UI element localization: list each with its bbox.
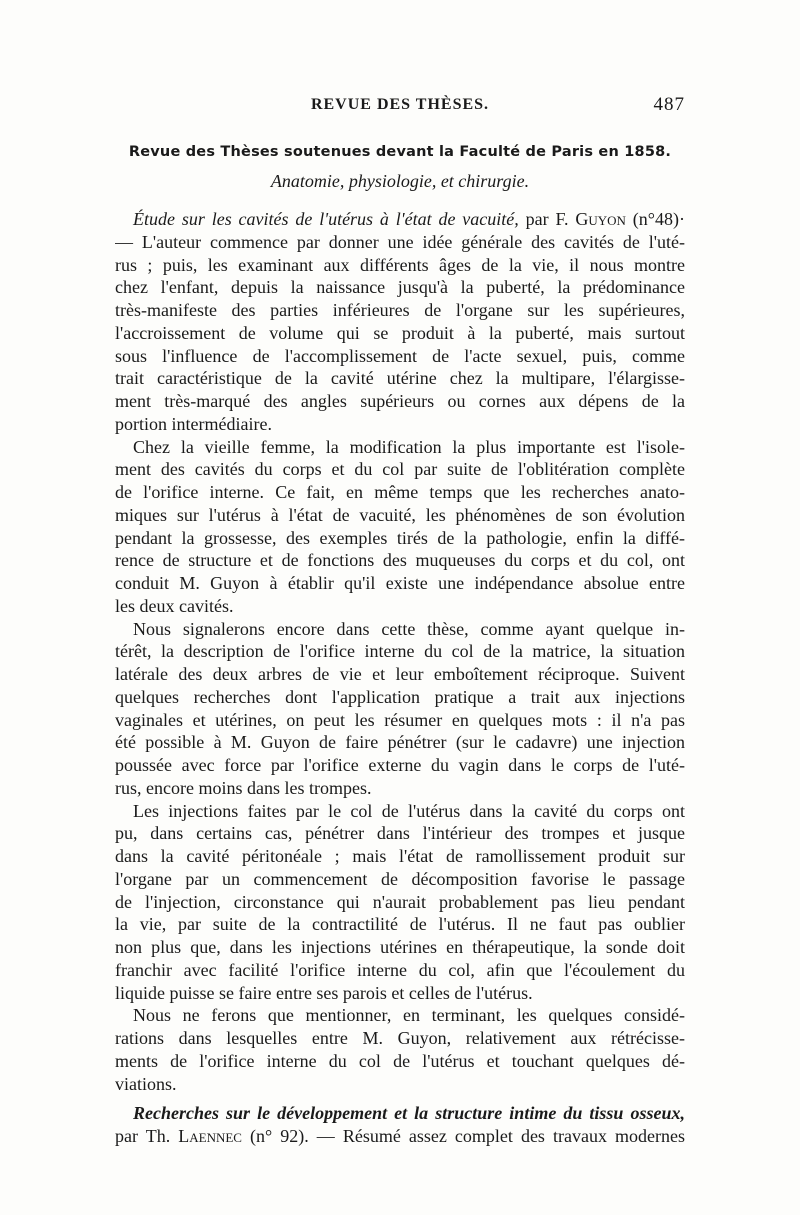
text-line: rus, encore moins dans les trompes. <box>115 777 372 798</box>
running-head <box>115 96 685 120</box>
text-line: sous l'influence de l'accomplissement de l'acte sexuel, puis, comme <box>115 345 685 366</box>
text-line: térêt, la description de l'orifice interne du col de la matrice, la situation <box>115 641 685 662</box>
next-entry-title <box>115 1102 685 1125</box>
next-entry <box>115 1102 685 1148</box>
text-line: liquide puisse se faire entre ses parois et celles de l'utérus. <box>115 982 533 1003</box>
text-line: très-manifeste des parties inférieures de l'organe sur les supérieures, <box>115 300 685 320</box>
text-line: miques sur l'utérus à l'état de vacuité, les phénomènes de son évolution <box>115 504 685 525</box>
text-line: conduit M. Guyon à établir qu'il existe une indépendance absolue entre <box>115 573 685 593</box>
text-line: ment très-marqué des angles supérieurs ou cornes aux dépens de la <box>115 391 685 411</box>
text-line: portion intermédiaire. <box>115 413 272 434</box>
text-line: pu, dans certains cas, pénétrer dans l'intérieur des trompes et jusque <box>115 823 685 844</box>
text-line: Nous signalerons encore dans cette thèse, comme ayant quelque in- <box>133 618 685 639</box>
text-line: la vie, par suite de la contractilité de l'utérus. Il ne faut pas oublier <box>115 914 685 935</box>
next-entry-title-text: Recherches sur le développement et la structure intime du tissu osseux, <box>133 1103 685 1123</box>
text-line: dans la cavité péritonéale ; mais l'état de ramollissement produit sur <box>115 846 685 866</box>
text-line: franchir avec facilité l'orifice interne du col, afin que l'écoulement du <box>115 959 685 980</box>
text-line: — L'auteur commence par donner une idée générale des cavités de l'uté- <box>115 231 685 252</box>
next-entry-rest: (n° 92). — Résumé assez complet des travaux modernes <box>241 1125 685 1146</box>
running-title: REVUE DES THÈSES. <box>310 96 490 113</box>
text-line: vaginales et utérines, on peut les résumer en quelques mots : il n'a pas <box>115 709 685 730</box>
text-line: ment des cavités du corps et du col par suite de l'oblitération complète <box>115 459 685 480</box>
text-line: chez l'enfant, depuis la naissance jusqu'à la puberté, la prédominance <box>115 277 685 298</box>
entry-title-rest: par F. <box>518 209 576 229</box>
text-line: rations dans lesquelles entre M. Guyon, relativement aux rétrécisse- <box>115 1028 685 1048</box>
entry-title-line <box>115 208 685 231</box>
text-line: quelques recherches dont l'application pratique a trait aux injections <box>115 686 685 707</box>
text-line: latérale des deux arbres de vie et leur emboîtement réciproque. Suivent <box>115 664 685 684</box>
text-line: non plus que, dans les injections utérines en thérapeutique, la sonde doit <box>115 937 685 957</box>
article-body <box>115 208 685 1095</box>
page-number: 487 <box>653 94 685 115</box>
text-line: rence de structure et de fonctions des muqueuses du corps et du col, ont <box>115 550 685 571</box>
entry-author: Guyon <box>575 209 626 229</box>
text-line: de l'injection, circonstance qui n'aurait probablement pas lieu pendant <box>115 891 685 912</box>
text-line: Nous ne ferons que mentionner, en terminant, les quelques considé- <box>133 1005 685 1026</box>
text-line: l'accroissement de volume qui se produit à la puberté, mais surtout <box>115 322 685 343</box>
text-line: viations. <box>115 1073 177 1094</box>
text-line: l'organe par un commencement de décomposition favorise le passage <box>115 868 685 889</box>
text-line: poussée avec force par l'orifice externe du vagin dans le corps de l'uté- <box>115 755 685 775</box>
text-line: trait caractéristique de la cavité utérine chez la multipare, l'élargisse- <box>115 368 685 389</box>
section-heading: Revue des Thèses soutenues devant la Faculté de Paris en 1858. <box>128 144 672 160</box>
section-subheading: Anatomie, physiologie, et chirurgie. <box>270 171 530 191</box>
next-entry-prefix: par Th. <box>115 1125 179 1146</box>
entry-title: Étude sur les cavités de l'utérus à l'état de vacuité, <box>133 209 519 229</box>
text-line: Chez la vieille femme, la modification la plus importante est l'isole- <box>133 436 685 457</box>
text-line: été possible à M. Guyon de faire pénétrer (sur le cadavre) une injection <box>115 732 685 753</box>
text-line: Les injections faites par le col de l'utérus dans la cavité du corps ont <box>133 800 685 821</box>
next-entry-author: Laennec <box>178 1125 242 1146</box>
text-line: les deux cavités. <box>115 595 234 616</box>
text-line: pendant la grossesse, des exemples tirés de la pathologie, enfin la diffé- <box>115 527 685 548</box>
text-line: ments de l'orifice interne du col de l'utérus et touchant quelques dé- <box>115 1050 685 1071</box>
text-line: rus ; puis, les examinant aux différents âges de la vie, il nous montre <box>115 254 685 275</box>
next-entry-line <box>115 1125 685 1148</box>
entry-number: (n°48)· <box>625 209 685 229</box>
text-line: de l'orifice interne. Ce fait, en même temps que les recherches anato- <box>115 482 685 502</box>
